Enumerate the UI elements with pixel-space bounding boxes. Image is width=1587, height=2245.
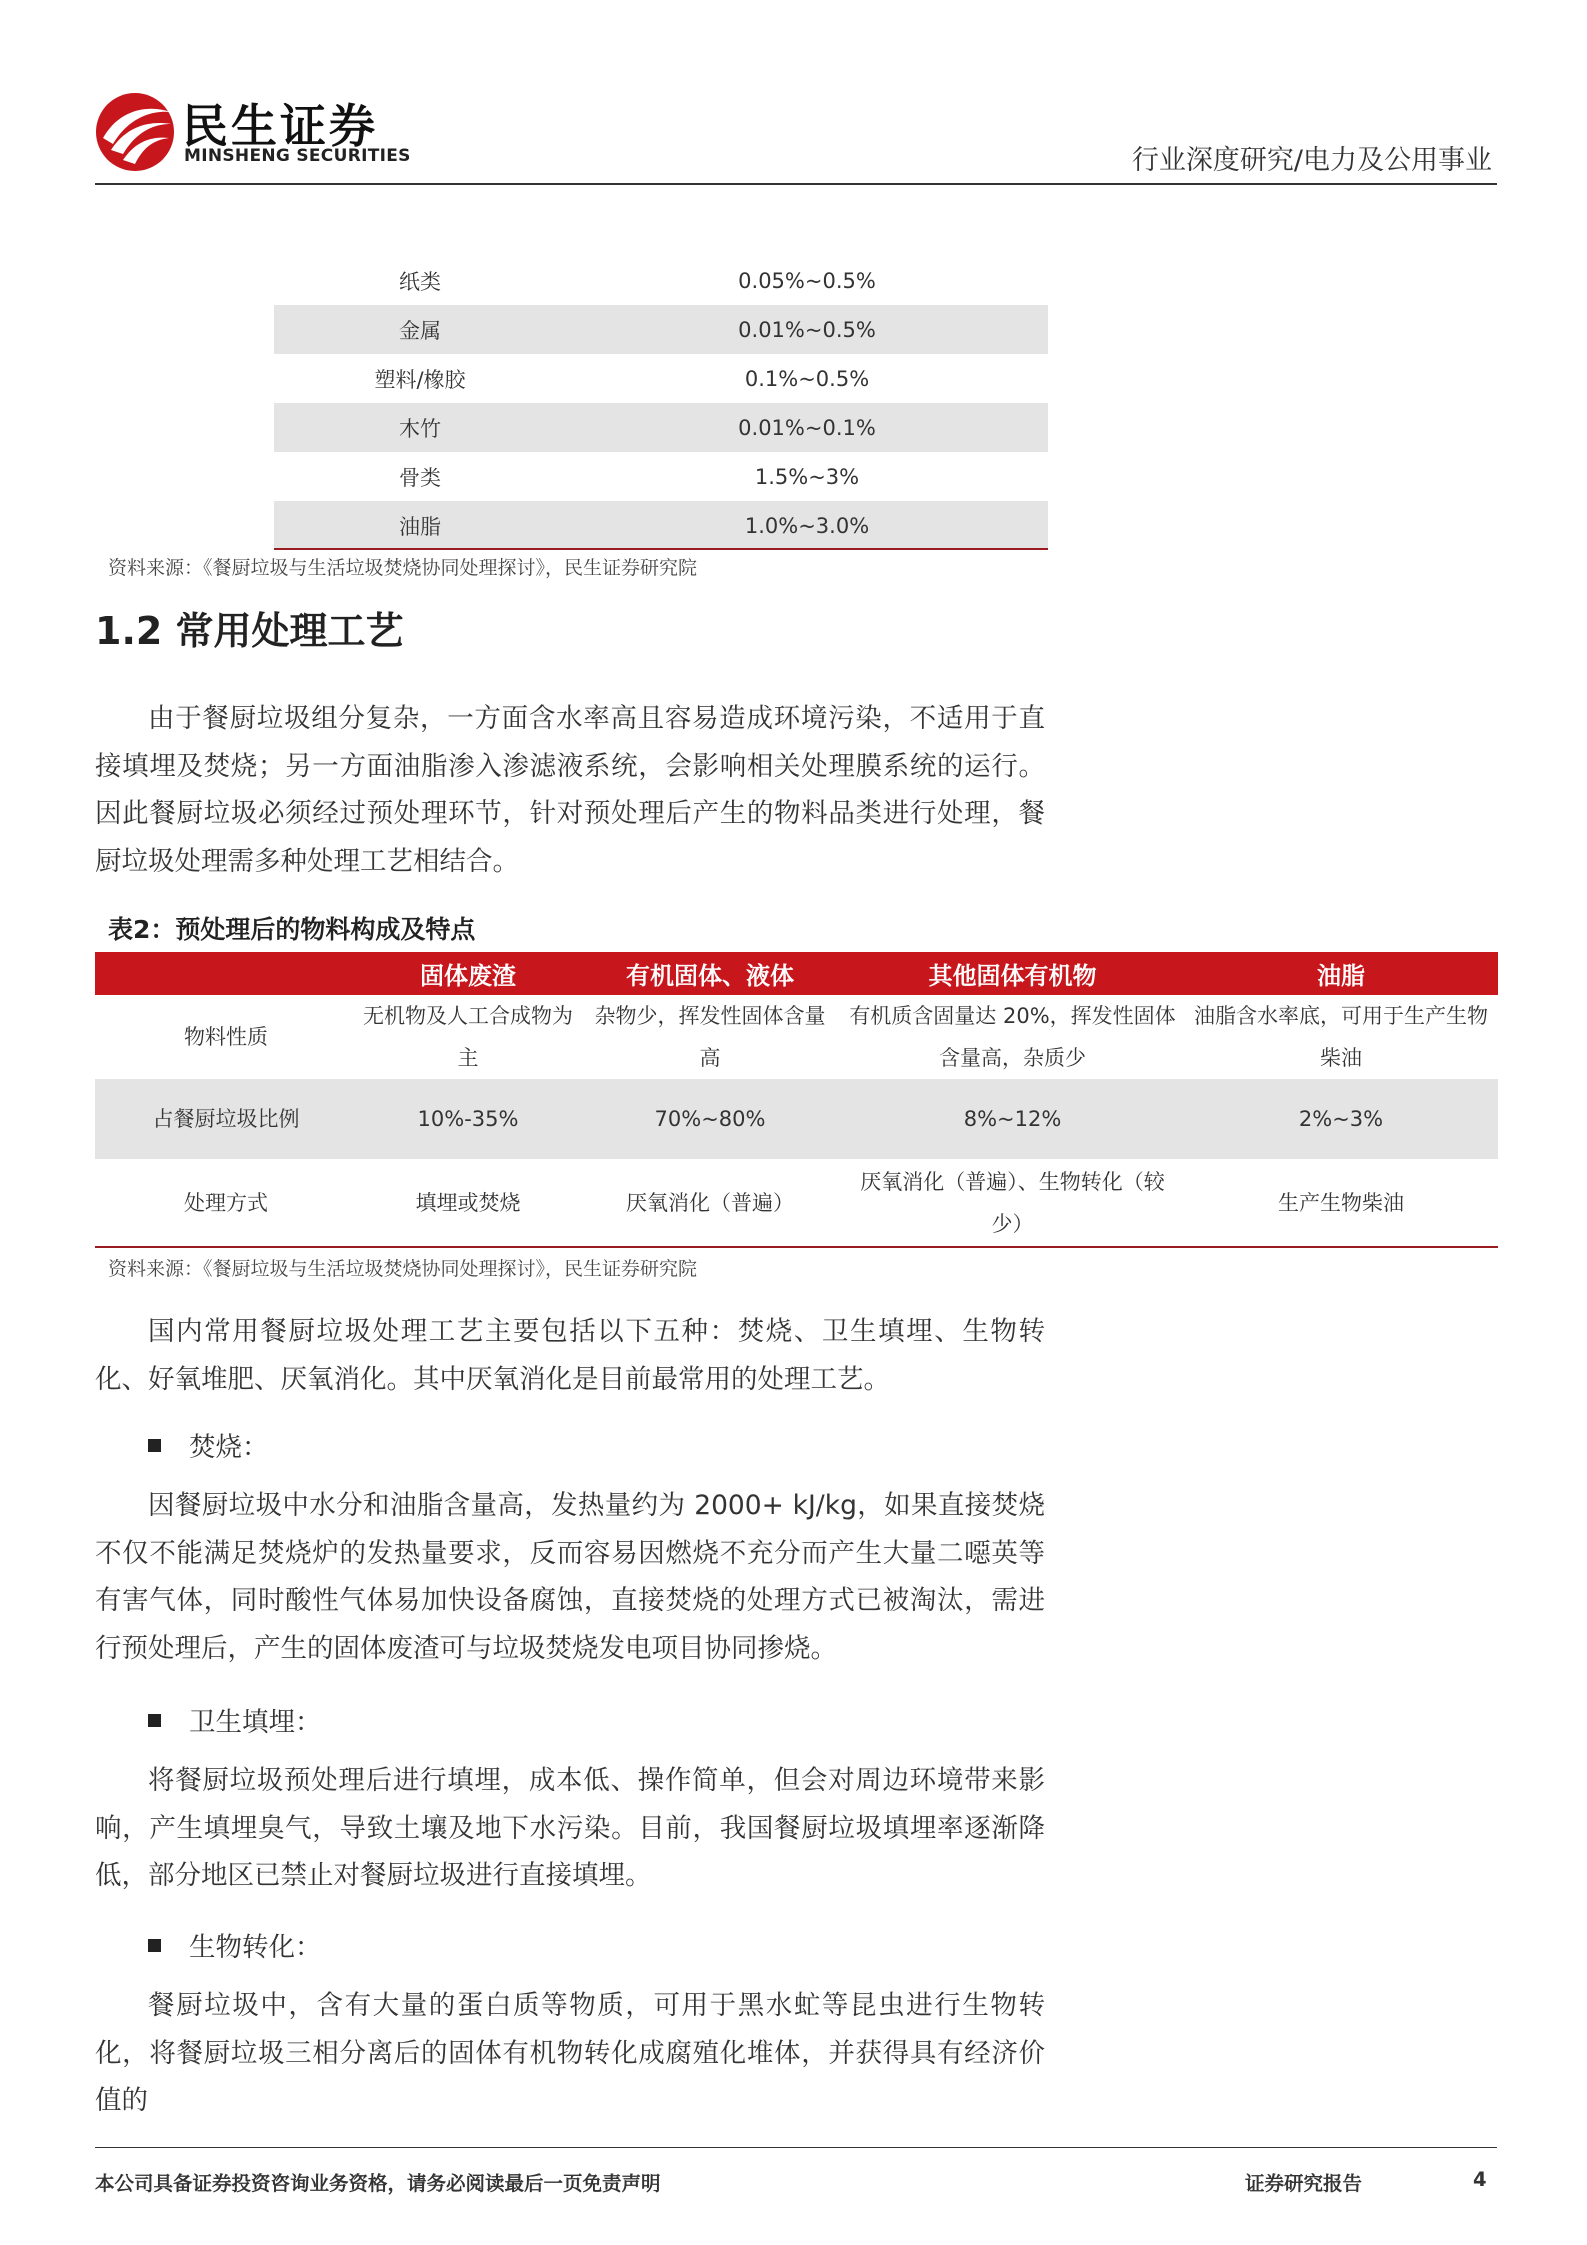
column-header: 油脂 <box>1184 952 1498 995</box>
report-category: 行业深度研究/电力及公用事业 <box>1131 145 1492 176</box>
table-row <box>274 305 1048 354</box>
row-label: 纸类 <box>399 269 441 294</box>
paragraph-text: 国内常用餐厨垃圾处理工艺主要包括以下五种：焚烧、卫生填埋、生物转化、好氧堆肥、厌氧消化。其中厌氧消化是目前最常用的处理工艺。 <box>95 1316 1045 1395</box>
table-cell: 无机物及人工合成物为主 <box>363 1004 573 1070</box>
row-label: 物料性质 <box>184 1025 268 1049</box>
table-cell: 8%~12% <box>841 1079 1184 1159</box>
bullet-bioconversion <box>148 1925 322 1964</box>
minsheng-logo-icon <box>95 92 175 172</box>
row-label: 木竹 <box>274 403 566 452</box>
column-header <box>95 952 357 995</box>
table-cell: 70%~80% <box>579 1079 841 1159</box>
paragraph-landfill <box>95 1757 1045 1900</box>
bullet-square-icon <box>148 1439 161 1452</box>
table-row <box>274 452 1048 501</box>
table-header-row <box>95 952 1498 995</box>
paragraph-incineration <box>95 1482 1045 1672</box>
bullet-label: 生物转化： <box>189 1932 322 1963</box>
table-row <box>95 1159 1498 1247</box>
bullet-label: 焚烧： <box>189 1432 269 1463</box>
footer-report-type: 证券研究报告 <box>1245 2172 1363 2195</box>
paragraph-bioconversion <box>95 1982 1045 2125</box>
table-row <box>274 354 1048 403</box>
table-cell: 2%~3% <box>1184 1079 1498 1159</box>
footer-disclaimer: 本公司具备证券投资咨询业务资格，请务必阅读最后一页免责声明 <box>95 2172 661 2195</box>
bullet-incineration <box>148 1425 269 1464</box>
table-cell: 厌氧消化（普遍）、生物转化（较少） <box>860 1170 1165 1236</box>
row-value: 0.05%~0.5% <box>738 268 876 293</box>
row-value: 0.1%~0.5% <box>744 366 870 391</box>
table-row <box>274 256 1048 305</box>
table-cell: 厌氧消化（普遍） <box>626 1191 794 1215</box>
table-row <box>274 403 1048 452</box>
brand-name-cn: 民生证券 <box>182 99 378 153</box>
table-bottom-rule <box>274 548 1048 550</box>
row-value: 0.01%~0.1% <box>566 403 1048 452</box>
paragraph-intro <box>95 695 1045 885</box>
bullet-label: 卫生填埋： <box>189 1707 322 1738</box>
table-row <box>274 501 1048 550</box>
bullet-square-icon <box>148 1714 161 1727</box>
table-cell: 填埋或焚烧 <box>415 1191 521 1215</box>
table-cell: 油脂含水率底，可用于生产生物柴油 <box>1194 1004 1488 1070</box>
paragraph-text: 由于餐厨垃圾组分复杂，一方面含水率高且容易造成环境污染，不适用于直接填埋及焚烧；另一方面油脂渗入渗滤液系统，会影响相关处理膜系统的运行。因此餐厨垃圾必须经过预处理环节，针对预处理后产生的物料品类进行处理，餐厨垃圾处理需多种处理工艺相结合。 <box>95 703 1045 877</box>
row-value: 1.5%~3% <box>754 464 860 489</box>
paragraph-text: 餐厨垃圾中，含有大量的蛋白质等物质，可用于黑水虻等昆虫进行生物转化，将餐厨垃圾三相分离后的固体有机物转化成腐殖化堆体，并获得具有经济价值的 <box>95 1990 1045 2116</box>
brand-name-en: MINSHENG SECURITIES <box>184 146 411 166</box>
header-divider <box>95 183 1497 185</box>
table-row <box>95 1079 1498 1159</box>
material-table <box>95 952 1498 1247</box>
bullet-landfill <box>148 1700 322 1739</box>
column-header: 其他固体有机物 <box>841 952 1184 995</box>
column-header: 固体废渣 <box>357 952 579 995</box>
bullet-square-icon <box>148 1939 161 1952</box>
table-bottom-rule <box>95 1246 1498 1248</box>
table-row <box>95 995 1498 1079</box>
row-value: 0.01%~0.5% <box>566 305 1048 354</box>
table-cell: 杂物少，挥发性固体含量高 <box>594 1004 826 1070</box>
row-label: 金属 <box>274 305 566 354</box>
table1-source: 资料来源：《餐厨垃圾与生活垃圾焚烧协同处理探讨》，民生证券研究院 <box>108 557 698 579</box>
table-cell: 10%-35% <box>357 1079 579 1159</box>
paragraph-methods <box>95 1308 1045 1403</box>
paragraph-text: 将餐厨垃圾预处理后进行填埋，成本低、操作简单，但会对周边环境带来影响，产生填埋臭气，导致土壤及地下水污染。目前，我国餐厨垃圾填埋率逐渐降低，部分地区已禁止对餐厨垃圾进行直接填埋。 <box>95 1765 1045 1891</box>
footer-divider <box>95 2147 1497 2148</box>
table2-title: 表2：预处理后的物料构成及特点 <box>108 915 476 944</box>
row-label: 油脂 <box>274 501 566 550</box>
column-header: 有机固体、液体 <box>579 952 841 995</box>
section-title: 1.2 常用处理工艺 <box>95 609 404 653</box>
table2-source: 资料来源：《餐厨垃圾与生活垃圾焚烧协同处理探讨》，民生证券研究院 <box>108 1258 698 1280</box>
row-label: 处理方式 <box>184 1191 268 1215</box>
row-value: 1.0%~3.0% <box>566 501 1048 550</box>
page-number: 4 <box>1473 2168 1487 2191</box>
row-label: 占餐厨垃圾比例 <box>95 1079 357 1159</box>
table-cell: 有机质含固量达 20%，挥发性固体含量高，杂质少 <box>849 1004 1176 1070</box>
row-label: 骨类 <box>399 465 441 490</box>
composition-table <box>274 256 1048 550</box>
row-label: 塑料/橡胶 <box>374 367 466 392</box>
table-cell: 生产生物柴油 <box>1278 1191 1404 1215</box>
paragraph-text: 因餐厨垃圾中水分和油脂含量高，发热量约为 2000+ kJ/kg，如果直接焚烧不仅不能满足焚烧炉的发热量要求，反而容易因燃烧不充分而产生大量二噁英等有害气体，同时酸性气体易加快设备腐蚀，直接焚烧的处理方式已被淘汰，需进行预处理后，产生的固体废渣可与垃圾焚烧发电项目协同掺烧。 <box>95 1490 1045 1664</box>
